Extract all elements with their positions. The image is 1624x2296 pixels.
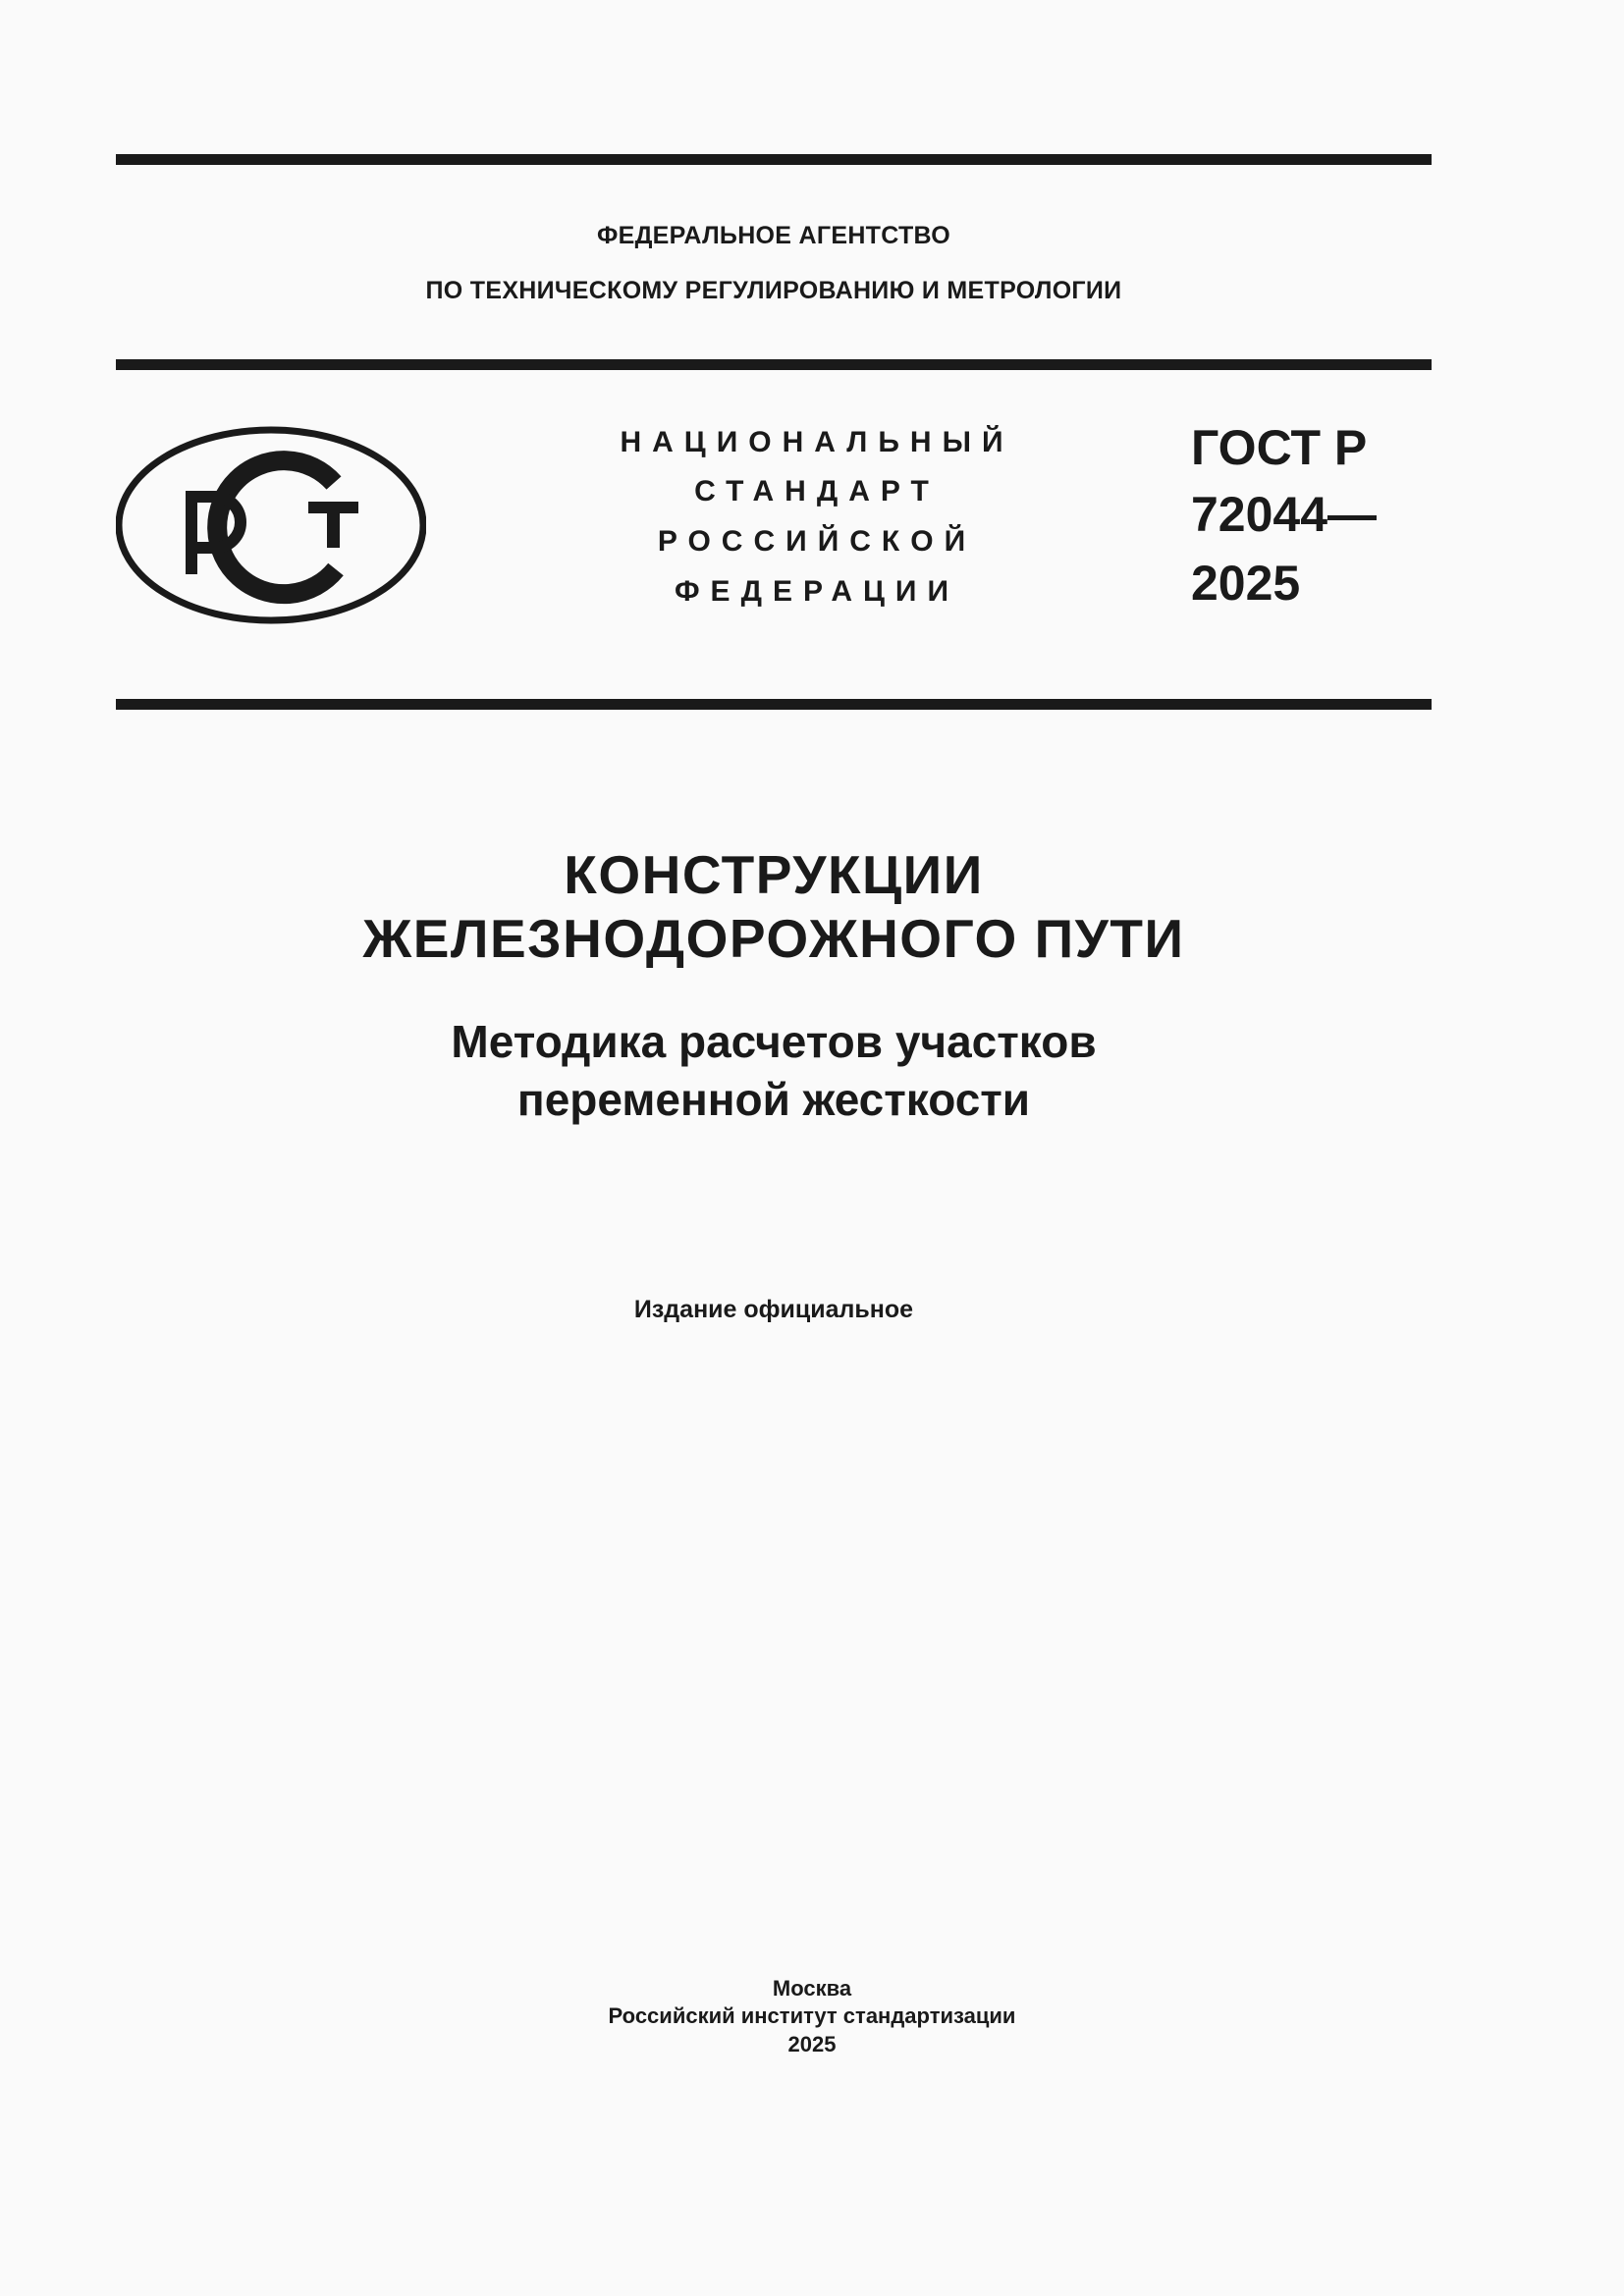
- standard-designation-line-1: ГОСТ Р: [1191, 420, 1368, 475]
- top-divider-rule: [116, 154, 1432, 165]
- header-divider-rule: [116, 359, 1432, 370]
- standard-designation-line-3: 2025: [1191, 556, 1301, 611]
- national-standard-line-3: РОССИЙСКОЙ: [657, 525, 977, 558]
- imprint-city: Москва: [772, 1976, 852, 2001]
- agency-name-line-2: ПО ТЕХНИЧЕСКОМУ РЕГУЛИРОВАНИЮ И МЕТРОЛОГИИ: [425, 277, 1122, 304]
- edition-note: Издание официальное: [633, 1296, 914, 1323]
- agency-name-line-1: ФЕДЕРАЛЬНОЕ АГЕНТСТВО: [596, 222, 951, 249]
- standard-designation-line-2: 72044—: [1191, 487, 1378, 542]
- rst-certification-mark-icon: [116, 426, 426, 624]
- standard-divider-rule: [116, 699, 1432, 710]
- document-title-line-2: ЖЕЛЕЗНОДОРОЖНОГО ПУТИ: [362, 908, 1185, 969]
- document-subtitle-line-2: переменной жесткости: [516, 1074, 1031, 1125]
- imprint-publisher: Российский институт стандартизации: [608, 2003, 1016, 2028]
- national-standard-line-1: НАЦИОНАЛЬНЫЙ: [620, 426, 1014, 458]
- national-standard-line-4: ФЕДЕРАЦИИ: [674, 575, 960, 608]
- document-subtitle-line-1: Методика расчетов участков: [451, 1016, 1097, 1067]
- imprint-year: 2025: [787, 2032, 837, 2056]
- document-title-line-1: КОНСТРУКЦИИ: [564, 844, 984, 905]
- national-standard-line-2: СТАНДАРТ: [694, 475, 940, 507]
